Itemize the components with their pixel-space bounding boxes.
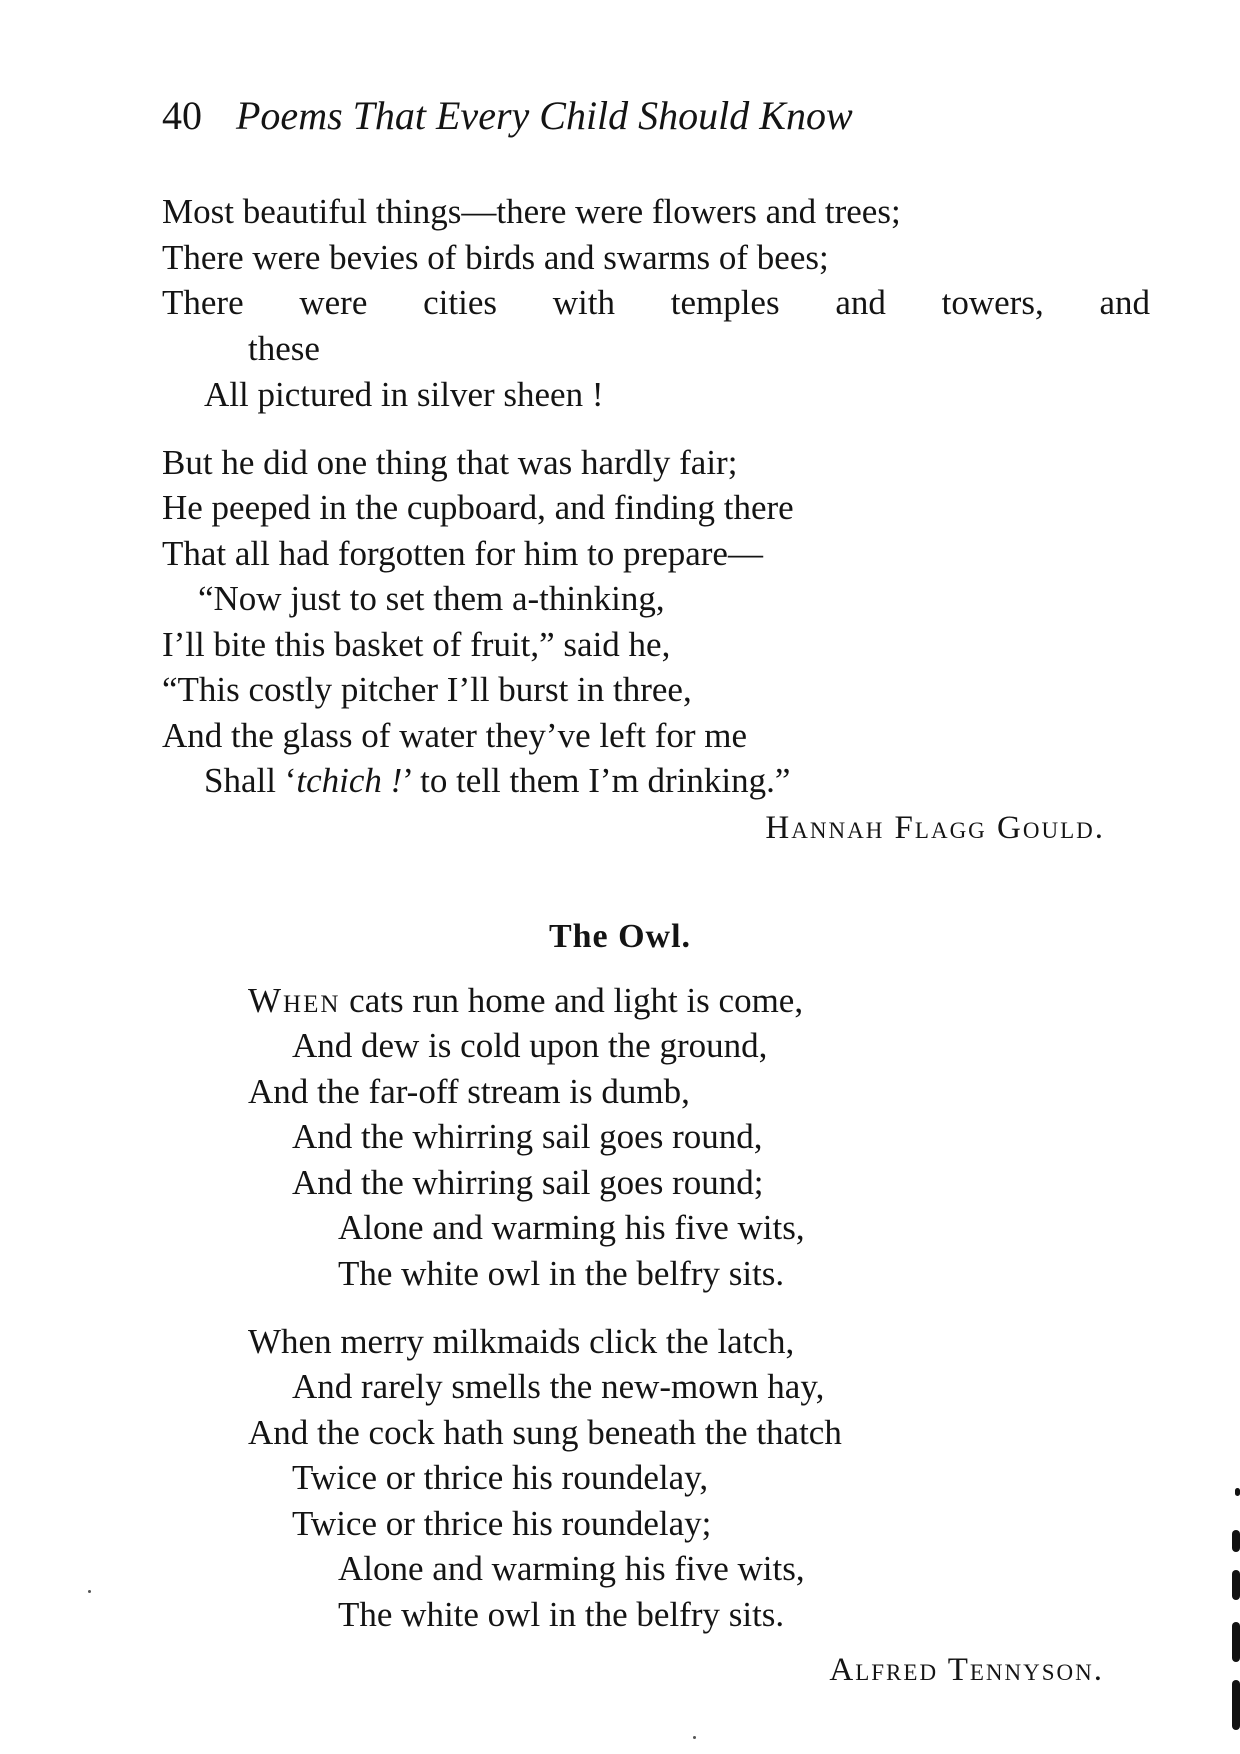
line-part: ’ to tell them I’m drinking.” bbox=[402, 761, 791, 800]
poem-line: And the cock hath sung beneath the thatch bbox=[248, 1413, 842, 1452]
page-number: 40 bbox=[162, 93, 202, 138]
poem-line: There were cities with temples and towers, and bbox=[162, 283, 1150, 322]
poem-line: And the glass of water they’ve left for me bbox=[162, 716, 748, 755]
scan-edge-mark bbox=[1232, 1680, 1240, 1730]
scan-edge-mark bbox=[1232, 1570, 1240, 1600]
scan-edge-mark bbox=[1232, 1622, 1240, 1662]
poem-line: But he did one thing that was hardly fair; bbox=[162, 443, 738, 482]
poem-line: And the whirring sail goes round; bbox=[292, 1163, 764, 1202]
poem-line: And rarely smells the new-mown hay, bbox=[292, 1367, 825, 1406]
poem-line: And the whirring sail goes round, bbox=[292, 1117, 763, 1156]
poem-title: The Owl. bbox=[548, 918, 692, 955]
attribution-gould: Hannah Flagg Gould. bbox=[765, 810, 1105, 846]
poem-line: He peeped in the cupboard, and finding there bbox=[162, 488, 794, 527]
poem-line-last bbox=[204, 763, 790, 798]
scan-speck bbox=[693, 1736, 696, 1739]
poem-line: The white owl in the belfry sits. bbox=[338, 1254, 785, 1293]
scan-edge-mark bbox=[1232, 1530, 1240, 1552]
line-part: cats run home and light is come, bbox=[340, 981, 804, 1020]
attribution-tennyson: Alfred Tennyson. bbox=[829, 1652, 1104, 1688]
poem-line: these bbox=[248, 329, 320, 368]
poem-line: The white owl in the belfry sits. bbox=[338, 1595, 785, 1634]
poem-line: “This costly pitcher I’ll burst in three, bbox=[162, 670, 692, 709]
book-title: Poems That Every Child Should Know bbox=[236, 93, 853, 138]
poem-line: And dew is cold upon the ground, bbox=[292, 1026, 768, 1065]
poem-line: Alone and warming his five wits, bbox=[338, 1549, 805, 1588]
first-word: When bbox=[248, 981, 341, 1020]
poem-line: All pictured in silver sheen ! bbox=[204, 375, 604, 414]
poem-line: And the far-off stream is dumb, bbox=[248, 1072, 690, 1111]
poem-line: Twice or thrice his roundelay; bbox=[292, 1504, 712, 1543]
scan-edge-mark bbox=[1235, 1488, 1240, 1496]
poem-line: “Now just to set them a-thinking, bbox=[198, 579, 665, 618]
poem-line: There were bevies of birds and swarms of bees; bbox=[162, 238, 829, 277]
running-head bbox=[162, 92, 853, 139]
poem-line-first bbox=[248, 983, 803, 1018]
poem-line: Most beautiful things—there were flowers and trees; bbox=[162, 192, 901, 231]
poem-line: Twice or thrice his roundelay, bbox=[292, 1458, 709, 1497]
poem-line: That all had forgotten for him to prepare— bbox=[162, 534, 763, 573]
poem-line: I’ll bite this basket of fruit,” said he, bbox=[162, 625, 671, 664]
poem-line: When merry milkmaids click the latch, bbox=[248, 1322, 795, 1361]
line-part: Shall ‘ bbox=[204, 761, 297, 800]
italic-word: tchich ! bbox=[296, 761, 403, 800]
poem-line: Alone and warming his five wits, bbox=[338, 1208, 805, 1247]
scan-speck bbox=[88, 1590, 91, 1593]
